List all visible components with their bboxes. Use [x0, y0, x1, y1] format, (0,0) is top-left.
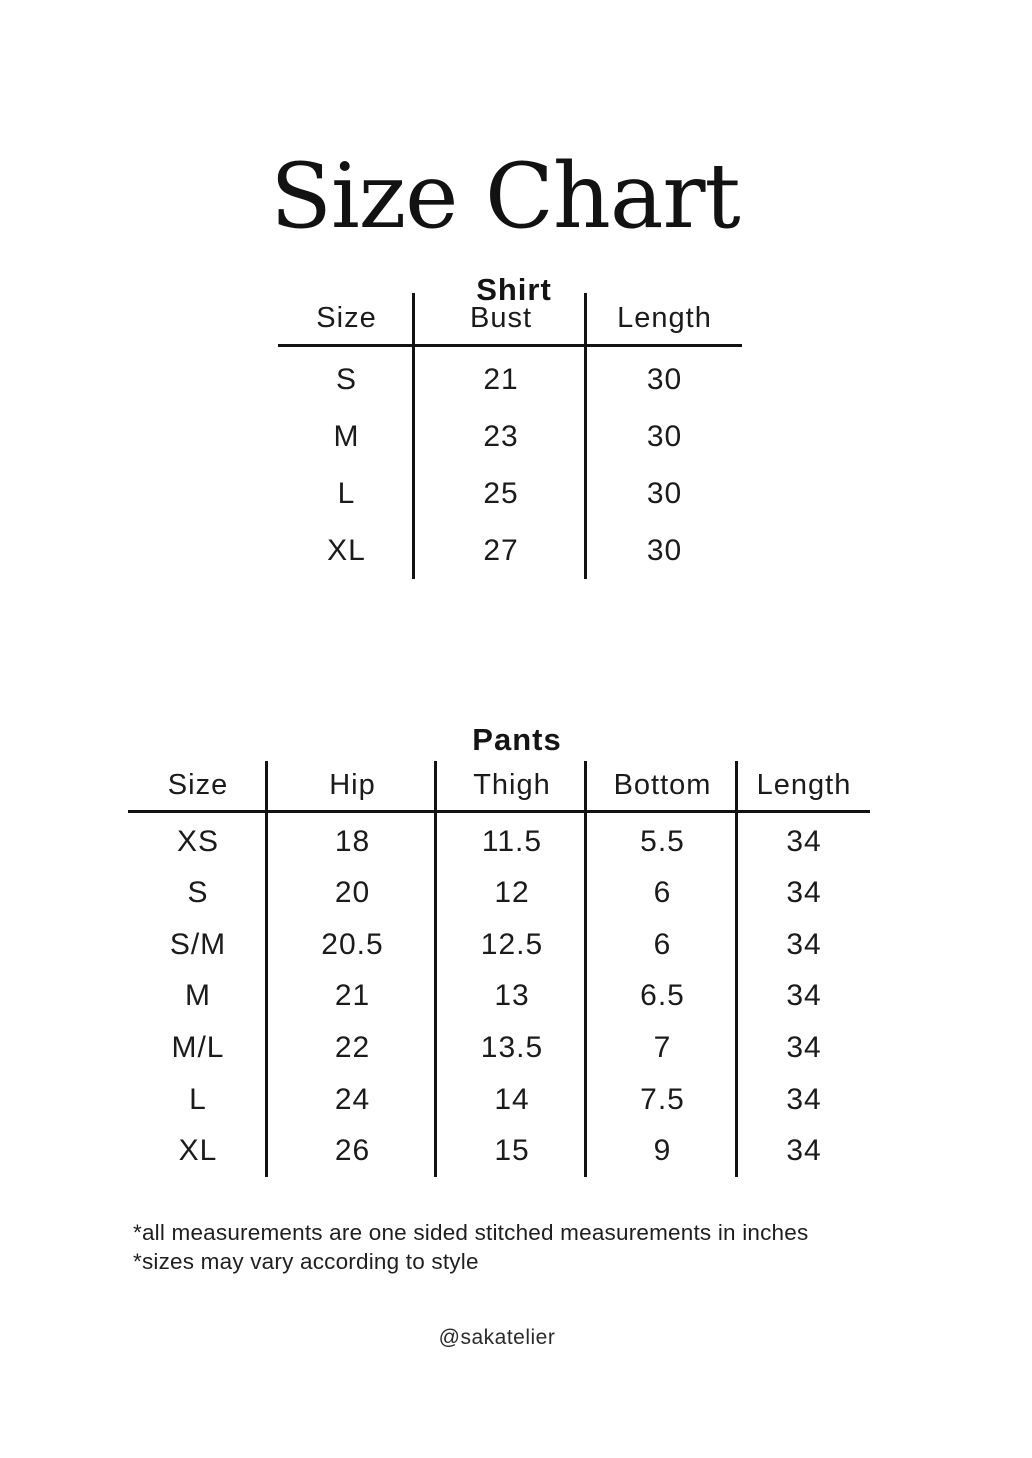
size-cell: S [187, 876, 209, 910]
measurement-cell: 34 [786, 1031, 822, 1065]
size-cell: S [335, 362, 357, 396]
size-cell: M/L [171, 1031, 225, 1065]
measurement-cell: 30 [646, 419, 683, 453]
size-cell: L [337, 476, 356, 510]
measurement-cell: 30 [646, 476, 683, 510]
measurement-cell: 9 [653, 1134, 672, 1168]
measurement-cell: 12 [494, 876, 530, 910]
measurement-cell: 22 [334, 1031, 371, 1065]
measurement-cell: 7 [653, 1031, 672, 1065]
size-cell: M [185, 979, 211, 1013]
size-cell: S/M [169, 927, 227, 961]
pants-table-header-row [128, 761, 870, 810]
column-header: Bottom [613, 769, 712, 801]
size-cell: XL [327, 533, 366, 567]
footnote-measurements: *all measurements are one sided stitched measurements in inches [133, 1220, 809, 1245]
pants-table-body [128, 816, 870, 1177]
footnotes [133, 1218, 808, 1276]
measurement-cell: 34 [786, 1082, 822, 1116]
measurement-cell: 13 [494, 979, 530, 1013]
column-header: Length [756, 769, 852, 801]
measurement-cell: 34 [786, 876, 822, 910]
measurement-cell: 24 [334, 1082, 371, 1116]
measurement-cell: 13.5 [480, 1031, 544, 1065]
shirt-section-title: Shirt [476, 271, 552, 307]
column-header: Size [167, 769, 229, 801]
size-cell: XL [178, 1134, 218, 1168]
measurement-cell: 12.5 [480, 927, 544, 961]
column-header: Bust [469, 302, 533, 334]
size-cell: XS [176, 824, 220, 858]
measurement-cell: 20.5 [321, 927, 384, 961]
shirt-table-body [278, 351, 742, 579]
measurement-cell: 30 [646, 362, 683, 396]
pants-section-title: Pants [472, 721, 562, 757]
measurement-cell: 34 [786, 979, 822, 1013]
measurement-cell: 23 [483, 419, 519, 453]
shirt-header-divider [278, 344, 742, 347]
column-header: Thigh [473, 769, 551, 801]
measurement-cell: 15 [494, 1134, 530, 1168]
measurement-cell: 30 [646, 533, 683, 567]
measurement-cell: 7.5 [640, 1082, 685, 1116]
measurement-cell: 21 [334, 979, 371, 1013]
shirt-table-header-row [278, 293, 742, 344]
measurement-cell: 27 [483, 533, 519, 567]
measurement-cell: 6 [653, 876, 672, 910]
measurement-cell: 21 [483, 362, 519, 396]
pants-header-divider [128, 810, 870, 813]
measurement-cell: 34 [786, 927, 822, 961]
column-header: Hip [329, 769, 376, 801]
measurement-cell: 14 [494, 1082, 530, 1116]
measurement-cell: 6.5 [640, 979, 685, 1013]
measurement-cell: 20 [334, 876, 371, 910]
shirt-table [278, 293, 742, 579]
measurement-cell: 34 [786, 824, 822, 858]
measurement-cell: 26 [334, 1134, 371, 1168]
measurement-cell: 25 [483, 476, 519, 510]
page-title: Size Chart [270, 144, 740, 250]
measurement-cell: 5.5 [640, 824, 685, 858]
pants-table [128, 761, 870, 1177]
measurement-cell: 18 [334, 824, 371, 858]
column-header: Length [617, 302, 712, 334]
size-cell: L [189, 1082, 207, 1116]
size-cell: M [333, 419, 360, 453]
measurement-cell: 34 [786, 1134, 822, 1168]
footnote-sizes: *sizes may vary according to style [133, 1249, 479, 1274]
social-handle: @sakatelier [438, 1326, 556, 1349]
column-header: Size [316, 302, 377, 334]
measurement-cell: 11.5 [481, 824, 543, 858]
measurement-cell: 6 [653, 927, 672, 961]
